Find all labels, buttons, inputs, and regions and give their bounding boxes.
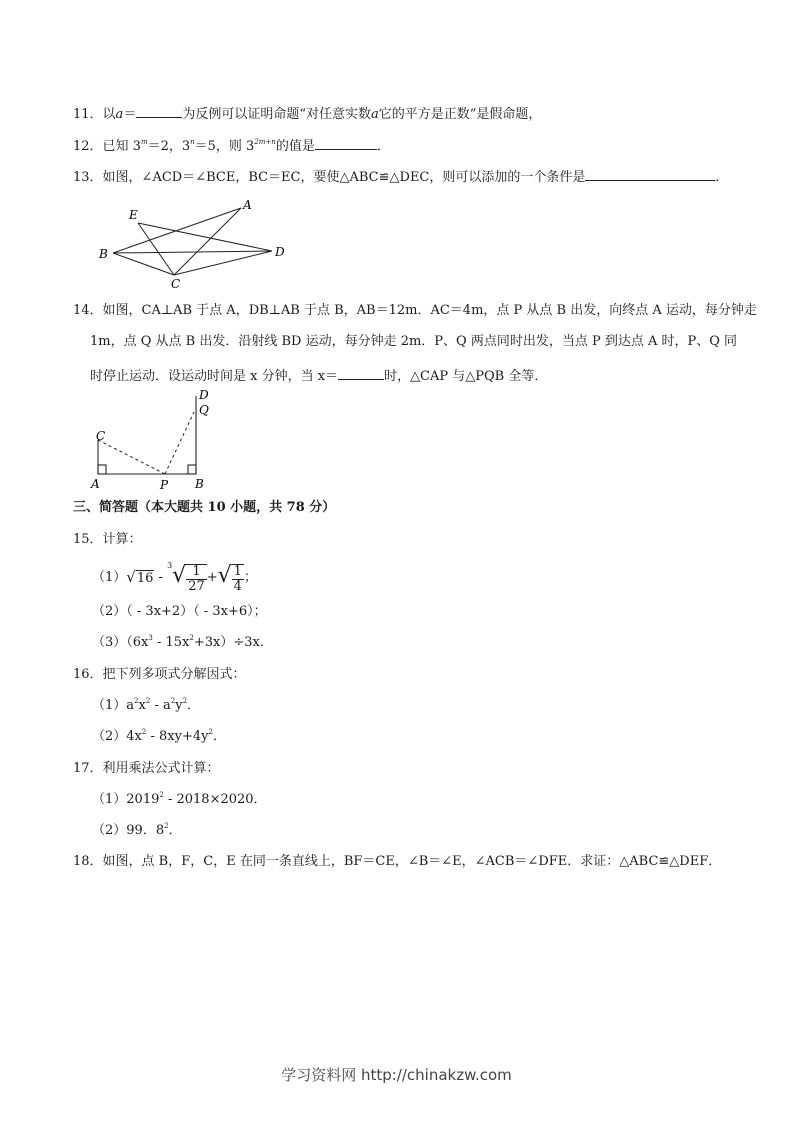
cube-root: $^3$√ $\frac{1}{27}$: [167, 561, 205, 594]
figure-q13: [95, 196, 295, 290]
q12-sup-m: m: [140, 138, 148, 146]
fig13-label-B: B: [99, 247, 108, 261]
q12-mid2: ＝5，则 3: [194, 139, 255, 154]
question-13: [73, 167, 728, 187]
q12-prefix: 12．已知 3: [73, 139, 141, 154]
fig13-label-E: E: [129, 208, 138, 222]
frac2-den: 4: [233, 578, 242, 594]
q11-eq: ＝: [123, 107, 137, 122]
q11-prefix: 11．以: [73, 107, 116, 122]
q16-p1d: y: [175, 698, 183, 713]
frac1-num: 1: [186, 565, 207, 580]
q16-p1-s4: 2: [182, 697, 188, 705]
q17-p1b: - 2018×2020．: [163, 792, 267, 807]
section-heading: 三、简答题（本大题共 10 小题，共 78 分）: [73, 500, 336, 515]
question-16-part1: [92, 697, 200, 715]
q12-suffix: 的值是: [275, 139, 315, 154]
question-15-part1: [92, 558, 257, 594]
fraction-1-27: [186, 564, 207, 594]
q16-p2-s1: 2: [141, 728, 147, 736]
q15-p3-sup2: 2: [189, 634, 194, 642]
q13-prefix: 13．如图，: [73, 170, 142, 185]
q17-p1a: （1）2019: [92, 792, 160, 807]
question-16-part2: [92, 728, 226, 746]
q16-p2b: - 8xy+4y: [146, 729, 209, 744]
q15-p1-plus: +: [206, 570, 218, 585]
q16-p1-s3: 2: [170, 697, 176, 705]
q11-text: 为反例可以证明命题“对任意实数: [182, 107, 371, 122]
fig13-label-C: C: [171, 277, 181, 290]
q14-line3b: 时，△CAP 与△PQB 全等．: [384, 369, 548, 384]
q15-p1-label: （1）: [92, 570, 127, 585]
q17-p2-s: 2: [164, 822, 169, 830]
frac1-den: 27: [188, 578, 205, 594]
question-15-title: 15．计算：: [73, 532, 142, 547]
fig14-label-P: P: [160, 478, 169, 492]
q16-p1e: ．: [187, 698, 201, 713]
q14-line3a: 时停止运动．设运动时间是 x 分钟，当 x＝: [90, 369, 339, 384]
answer-blank[interactable]: [585, 167, 715, 181]
question-17-part1: [92, 791, 267, 809]
figure-q14: [88, 388, 218, 492]
q11-text2: 它的平方是正数”是假命题，: [378, 107, 542, 122]
q11-var2: a: [370, 107, 379, 122]
sqrt-16: √16: [126, 567, 154, 586]
q11-var: a: [115, 107, 124, 122]
q13-text: ∠ACD＝∠BCE，BC＝EC，要使△ABC≌△DEC，则可以添加的一个条件是: [141, 170, 586, 185]
q15-p3b: - 15x: [152, 635, 190, 650]
fig14-label-D: D: [199, 388, 209, 402]
fraction-1-4: [232, 564, 244, 594]
page-footer: 学习资料网 http://chinakzw.com: [281, 1066, 512, 1084]
q15-p1-end: ；: [243, 570, 257, 585]
q13-end: ．: [715, 170, 729, 185]
q17-p1-s: 2: [159, 791, 164, 799]
q16-p2c: ．: [212, 729, 226, 744]
question-11: [73, 104, 541, 124]
q17-p2a: （2）99．8: [92, 823, 165, 838]
sqrt-quarter: √ $\frac{1}{4}$: [217, 563, 242, 594]
question-14-line1: 14．如图，CA⊥AB 于点 A，DB⊥AB 于点 B，AB＝12m．AC＝4m，点 P 从点 B 出发，向终点 A 运动，每分钟走: [73, 303, 757, 318]
q16-p1-s2: 2: [145, 697, 151, 705]
q15-p1-minus: -: [154, 570, 168, 585]
q16-p1c: - a: [150, 698, 171, 713]
question-16-title: 16．把下列多项式分解因式：: [73, 667, 246, 682]
question-18: 18．如图，点 B，F，C，E 在同一条直线上，BF＝CE，∠B＝∠E，∠ACB＝∠DFE．求证：△ABC≌△DEF．: [73, 854, 722, 869]
q17-p2b: ．: [168, 823, 182, 838]
q12-sup-exp: 2m+n: [254, 138, 276, 146]
q16-p1-s1: 2: [134, 697, 139, 705]
sqrt16-radicand: 16: [136, 570, 154, 586]
question-17-part2: [92, 822, 182, 840]
q12-mid1: ＝2，3: [147, 139, 191, 154]
q12-end: ．: [376, 139, 390, 154]
q15-p3c: +3x）÷3x．: [193, 635, 273, 650]
fig14-label-C: C: [96, 429, 106, 443]
answer-blank[interactable]: [338, 366, 384, 380]
answer-blank[interactable]: [315, 136, 377, 150]
answer-blank[interactable]: [136, 104, 182, 118]
cube-index: 3: [167, 561, 173, 570]
q15-p3-sup1: 3: [148, 634, 153, 642]
fig14-label-A: A: [91, 477, 100, 491]
question-12: [73, 136, 390, 156]
fig13-label-A: A: [243, 198, 252, 212]
fig13-label-D: D: [275, 245, 285, 259]
question-15-part2: （2）（ - 3x+2）（ - 3x+6）；: [92, 604, 267, 619]
q16-p2-s2: 2: [208, 728, 213, 736]
q12-sup-n: n: [190, 138, 195, 146]
question-14-line2: 1m，点 Q 从点 B 出发．沿射线 BD 运动，每分钟走 2m．P、Q 两点同时出发，当点 P 到达点 A 时，P、Q 同: [90, 334, 738, 349]
fig14-label-Q: Q: [199, 403, 209, 417]
question-15-part3: [92, 634, 273, 652]
q16-p1a: （1）a: [92, 698, 135, 713]
question-17-title: 17．利用乘法公式计算：: [73, 761, 220, 776]
q15-p3a: （3）（6x: [92, 635, 149, 650]
frac2-num: 1: [233, 563, 242, 579]
q16-p1b: x: [138, 698, 146, 713]
question-14-line3: [90, 366, 547, 386]
fig14-label-B: B: [195, 477, 204, 491]
q16-p2a: （2）4x: [92, 729, 142, 744]
